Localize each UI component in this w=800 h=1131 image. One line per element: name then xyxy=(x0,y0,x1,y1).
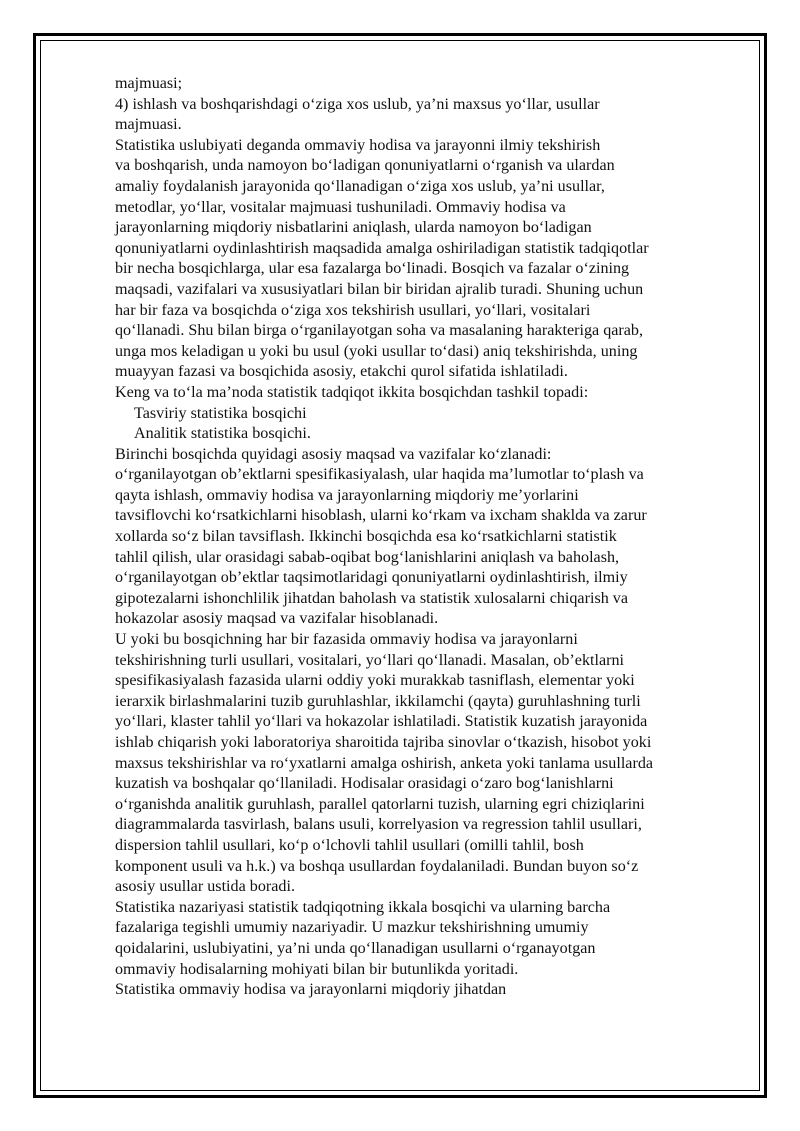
text-line: bir necha bosqichlarga, ular esa fazalarga bo‘linadi. Bosqich va fazalar o‘zining xyxy=(115,260,630,278)
text-line: Birinchi bosqichda quyidagi asosiy maqsad va vazifalar ko‘zlanadi: xyxy=(115,445,552,463)
text-line: spesifikasiyalash fazasida ularni oddiy yoki murakkab tasniflash, elementar yoki xyxy=(115,672,635,690)
text-line: metodlar, yo‘llar, vositalar majmuasi tushuniladi. Ommaviy hodisa va xyxy=(115,198,566,216)
text-line: Statistika ommaviy hodisa va jarayonlarni miqdoriy jihatdan xyxy=(115,981,507,999)
text-line: komponent usuli va h.k.) va boshqa usullardan foydalaniladi. Bundan buyon so‘z xyxy=(115,857,639,875)
text-line: har bir faza va bosqichda o‘ziga xos tekshirish usullari, yo‘llari, vositalari xyxy=(115,301,591,319)
text-line: yo‘llari, klaster tahlil yo‘llari va hokazolar ishlatiladi. Statistik kuzatish jarayonida xyxy=(115,713,648,731)
text-line: hokazolar asosiy maqsad va vazifalar hisoblanadi. xyxy=(115,610,439,628)
text-line: gipotezalarni ishonchlilik jihatdan baholash va statistik xulosalarni chiqarish va xyxy=(115,589,629,607)
text-line: ishlab chiqarish yoki laboratoriya sharoitida tajriba sinovlar o‘tkazish, hisobot yoki xyxy=(115,734,652,751)
list-item-tasviriy: Tasviriy statistika bosqichi xyxy=(134,404,307,422)
text-line: o‘rganilayotgan ob’ektlarni spesifikasiyalash, ular haqida ma’lumotlar to‘plash va xyxy=(115,466,644,484)
text-line: diagrammalarda tasvirlash, balans usuli, korrelyasion va regression tahlil usullari, xyxy=(115,816,642,834)
text-line: qayta ishlash, ommaviy hodisa va jarayonlarning miqdoriy me’yorlarini xyxy=(115,486,579,504)
text-line: o‘rganishda analitik guruhlash, parallel qatorlarni tuzish, ularning egri chiziqlarini xyxy=(115,795,645,813)
text-line: asosiy usullar ustida boradi. xyxy=(115,878,295,896)
text-line: qo‘llanadi. Shu bilan birga o‘rganilayotgan soha va masalaning harakteriga qarab, xyxy=(115,322,644,340)
text-line: tahlil qilish, ular orasidagi sabab-oqibat bog‘lanishlarini aniqlash va baholash, xyxy=(115,548,620,566)
text-line: xollarda so‘z bilan tavsiflash. Ikkinchi bosqichda esa ko‘rsatkichlarni statistik xyxy=(115,528,617,546)
text-line: unga mos keladigan u yoki bu usul (yoki usullar to‘dasi) aniq tekshirishda, uning xyxy=(115,342,638,360)
list-item-analitik: Analitik statistika bosqichi. xyxy=(134,425,311,443)
text-line: kuzatish va boshqalar qo‘llaniladi. Hodisalar orasidagi o‘zaro bog‘lanishlarni xyxy=(115,775,614,793)
text-line: tekshirishning turli usullari, vositalari, yo‘llari qo‘llanadi. Masalan, ob’ektlarni xyxy=(115,651,625,669)
text-line: jarayonlarning miqdoriy nisbatlarini aniqlash, ularda namoyon bo‘ladigan xyxy=(115,219,592,237)
text-line: maxsus tekshirishlar va ro‘yxatlarni amalga oshirish, anketa yoki tanlama usullarda xyxy=(115,754,654,772)
text-line: maqsadi, vazifalari va xususiyatlari bilan bir biridan ajralib turadi. Shuning uchun xyxy=(115,280,644,298)
text-line: Statistika nazariyasi statistik tadqiqotning ikkala bosqichi va ularning barcha xyxy=(115,898,611,916)
text-line: Keng va to‘la ma’noda statistik tadqiqot ikkita bosqichdan tashkil topadi: xyxy=(115,383,589,401)
text-line: fazalariga tegishli umumiy nazariyadir. U mazkur tekshirishning umumiy xyxy=(115,919,589,937)
text-line: ommaviy hodisalarning mohiyati bilan bir butunlikda yoritadi. xyxy=(115,960,519,978)
text-line: majmuasi; xyxy=(115,75,183,92)
text-line: tavsiflovchi ko‘rsatkichlarni hisoblash, ularni ko‘rkam va ixcham shaklda va zarur xyxy=(115,507,647,525)
text-line: 4) ishlash va boshqarishdagi o‘ziga xos uslub, ya’ni maxsus yo‘llar, usullar xyxy=(115,95,600,113)
text-line: dispersion tahlil usullari, ko‘p o‘lchovli tahlil usullari (omilli tahlil, bosh xyxy=(115,836,584,854)
text-line: U yoki bu bosqichning har bir fazasida ommaviy hodisa va jarayonlarni xyxy=(115,631,578,649)
text-line: va boshqarish, unda namoyon bo‘ladigan qonuniyatlarni o‘rganish va ulardan xyxy=(115,157,615,175)
text-line: muayyan fazasi va bosqichida asosiy, etakchi qurol sifatida ishlatiladi. xyxy=(115,363,568,381)
text-line: amaliy foydalanish jarayonida qo‘llanadigan o‘ziga xos uslub, ya’ni usullar, xyxy=(115,177,605,195)
text-line: ierarxik birlashmalarini tuzib guruhlashlar, ikkilamchi (qayta) guruhlashning turli xyxy=(115,692,641,710)
text-line: majmuasi. xyxy=(115,116,182,134)
text-line: qoidalarini, uslubiyatini, ya’ni unda qo‘llanadigan usullarni o‘rganayotgan xyxy=(115,939,596,957)
text-line: o‘rganilayotgan ob’ektlar taqsimotlaridagi qonuniyatlarni oydinlashtirish, ilmiy xyxy=(115,569,628,587)
text-line: Statistika uslubiyati deganda ommaviy hodisa va jarayonni ilmiy tekshirish xyxy=(115,136,601,154)
text-line: qonuniyatlarni oydinlashtirish maqsadida amalga oshiriladigan statistik tadqiqotlar xyxy=(115,239,649,257)
document-text xyxy=(115,74,745,1001)
